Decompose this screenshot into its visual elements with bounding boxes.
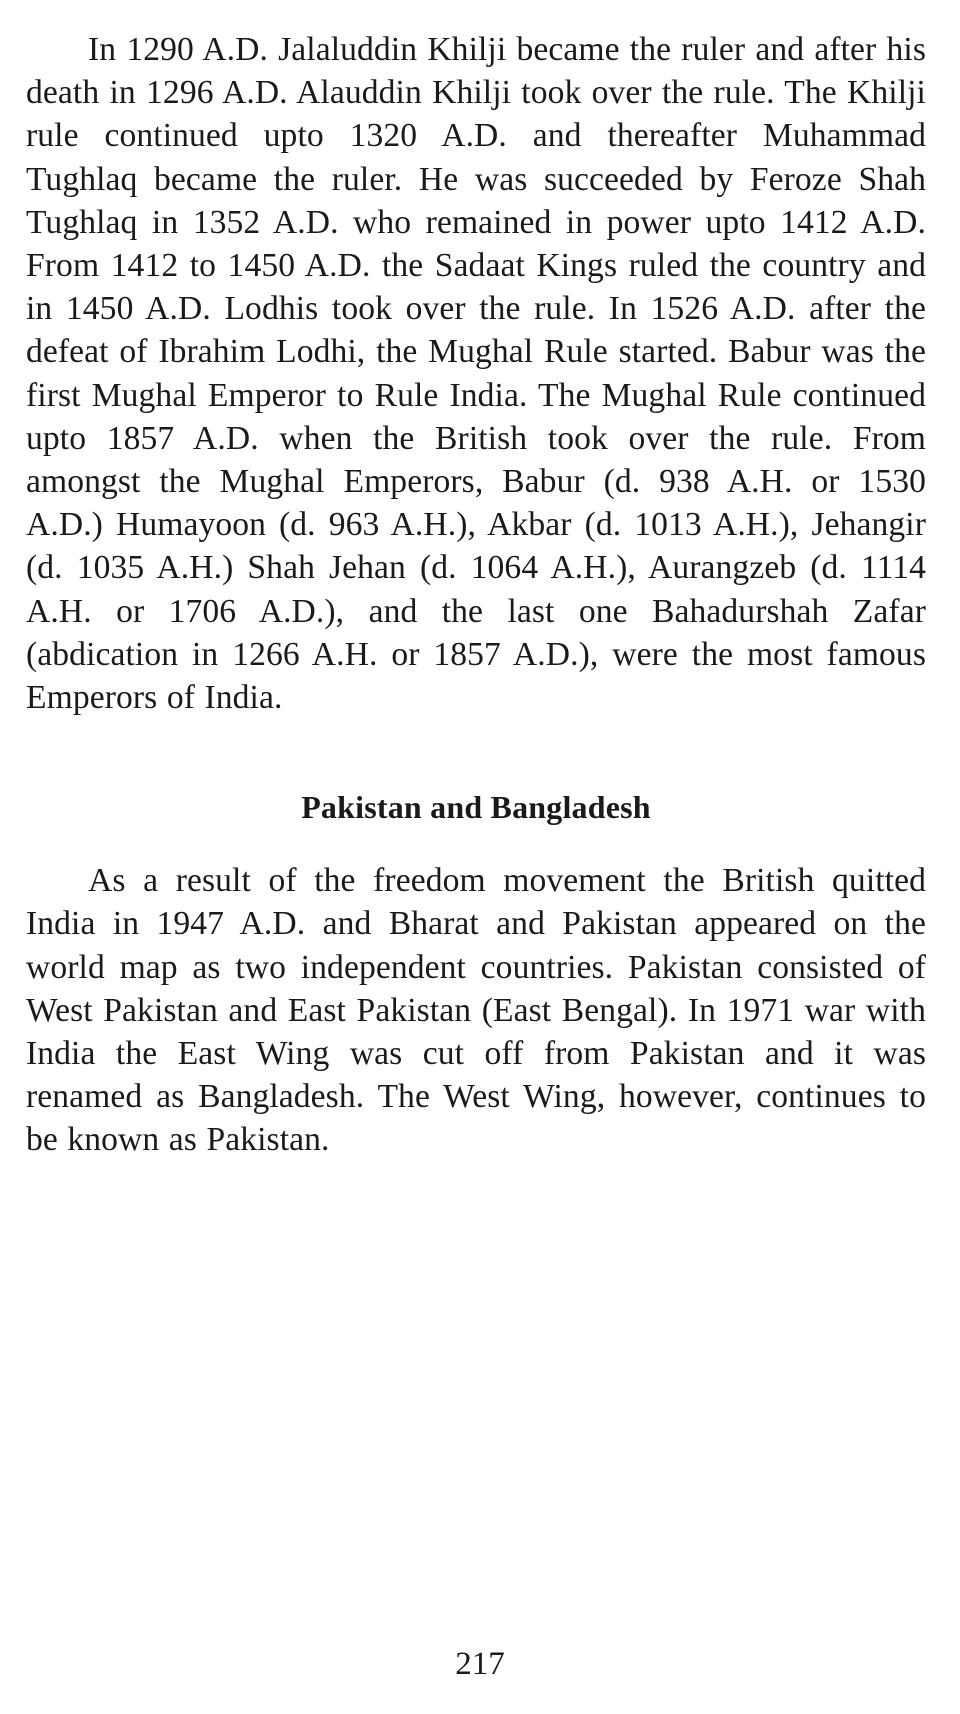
section-heading: Pakistan and Bangladesh xyxy=(301,789,651,826)
page-number: 217 xyxy=(455,1646,505,1682)
paragraph-pakistan-bangladesh: As a result of the freedom movement the British quitted India in 1947 A.D. and Bharat and Pakistan appeared on the world map as two independent countries. Pakistan consisted of West Pakistan and East Pakistan (East Bengal). In 1971 war with India the East Wing was cut off from Pakistan and it was renamed as Bangladesh. The West Wing, however, continues to be known as Pakistan. xyxy=(26,862,926,1159)
paragraph-history-of-rulers: In 1290 A.D. Jalaluddin Khilji became the ruler and after his death in 1296 A.D. Alauddin Khilji took over the rule. The Khilji rule continued upto 1320 A.D. and thereafter Muhammad Tughlaq became the ruler. He was succeeded by Feroze Shah Tughlaq in 1352 A.D. who remained in power upto 1412 A.D. From 1412 to 1450 A.D. the Sadaat Kings ruled the country and in 1450 A.D. Lodhis took over the rule. In 1526 A.D. after the defeat of Ibrahim Lodhi, the Mughal Rule started. Babur was the first Mughal Emperor to Rule India. The Mughal Rule continued upto 1857 A.D. when the British took over the rule. From amongst the Mughal Emperors, Babur (d. 938 A.H. or 1530 A.D.) Humayoon (d. 963 A.H.), Akbar (d. 1013 A.H.), Jehangir (d. 1035 A.H.) Shah Jehan (d. 1064 A.H.), Aurangzeb (d. 1114 A.H. or 1706 A.D.), and the last one Bahadurshah Zafar (abdication in 1266 A.H. or 1857 A.D.), were the most famous Emperors of India. xyxy=(26,31,926,717)
